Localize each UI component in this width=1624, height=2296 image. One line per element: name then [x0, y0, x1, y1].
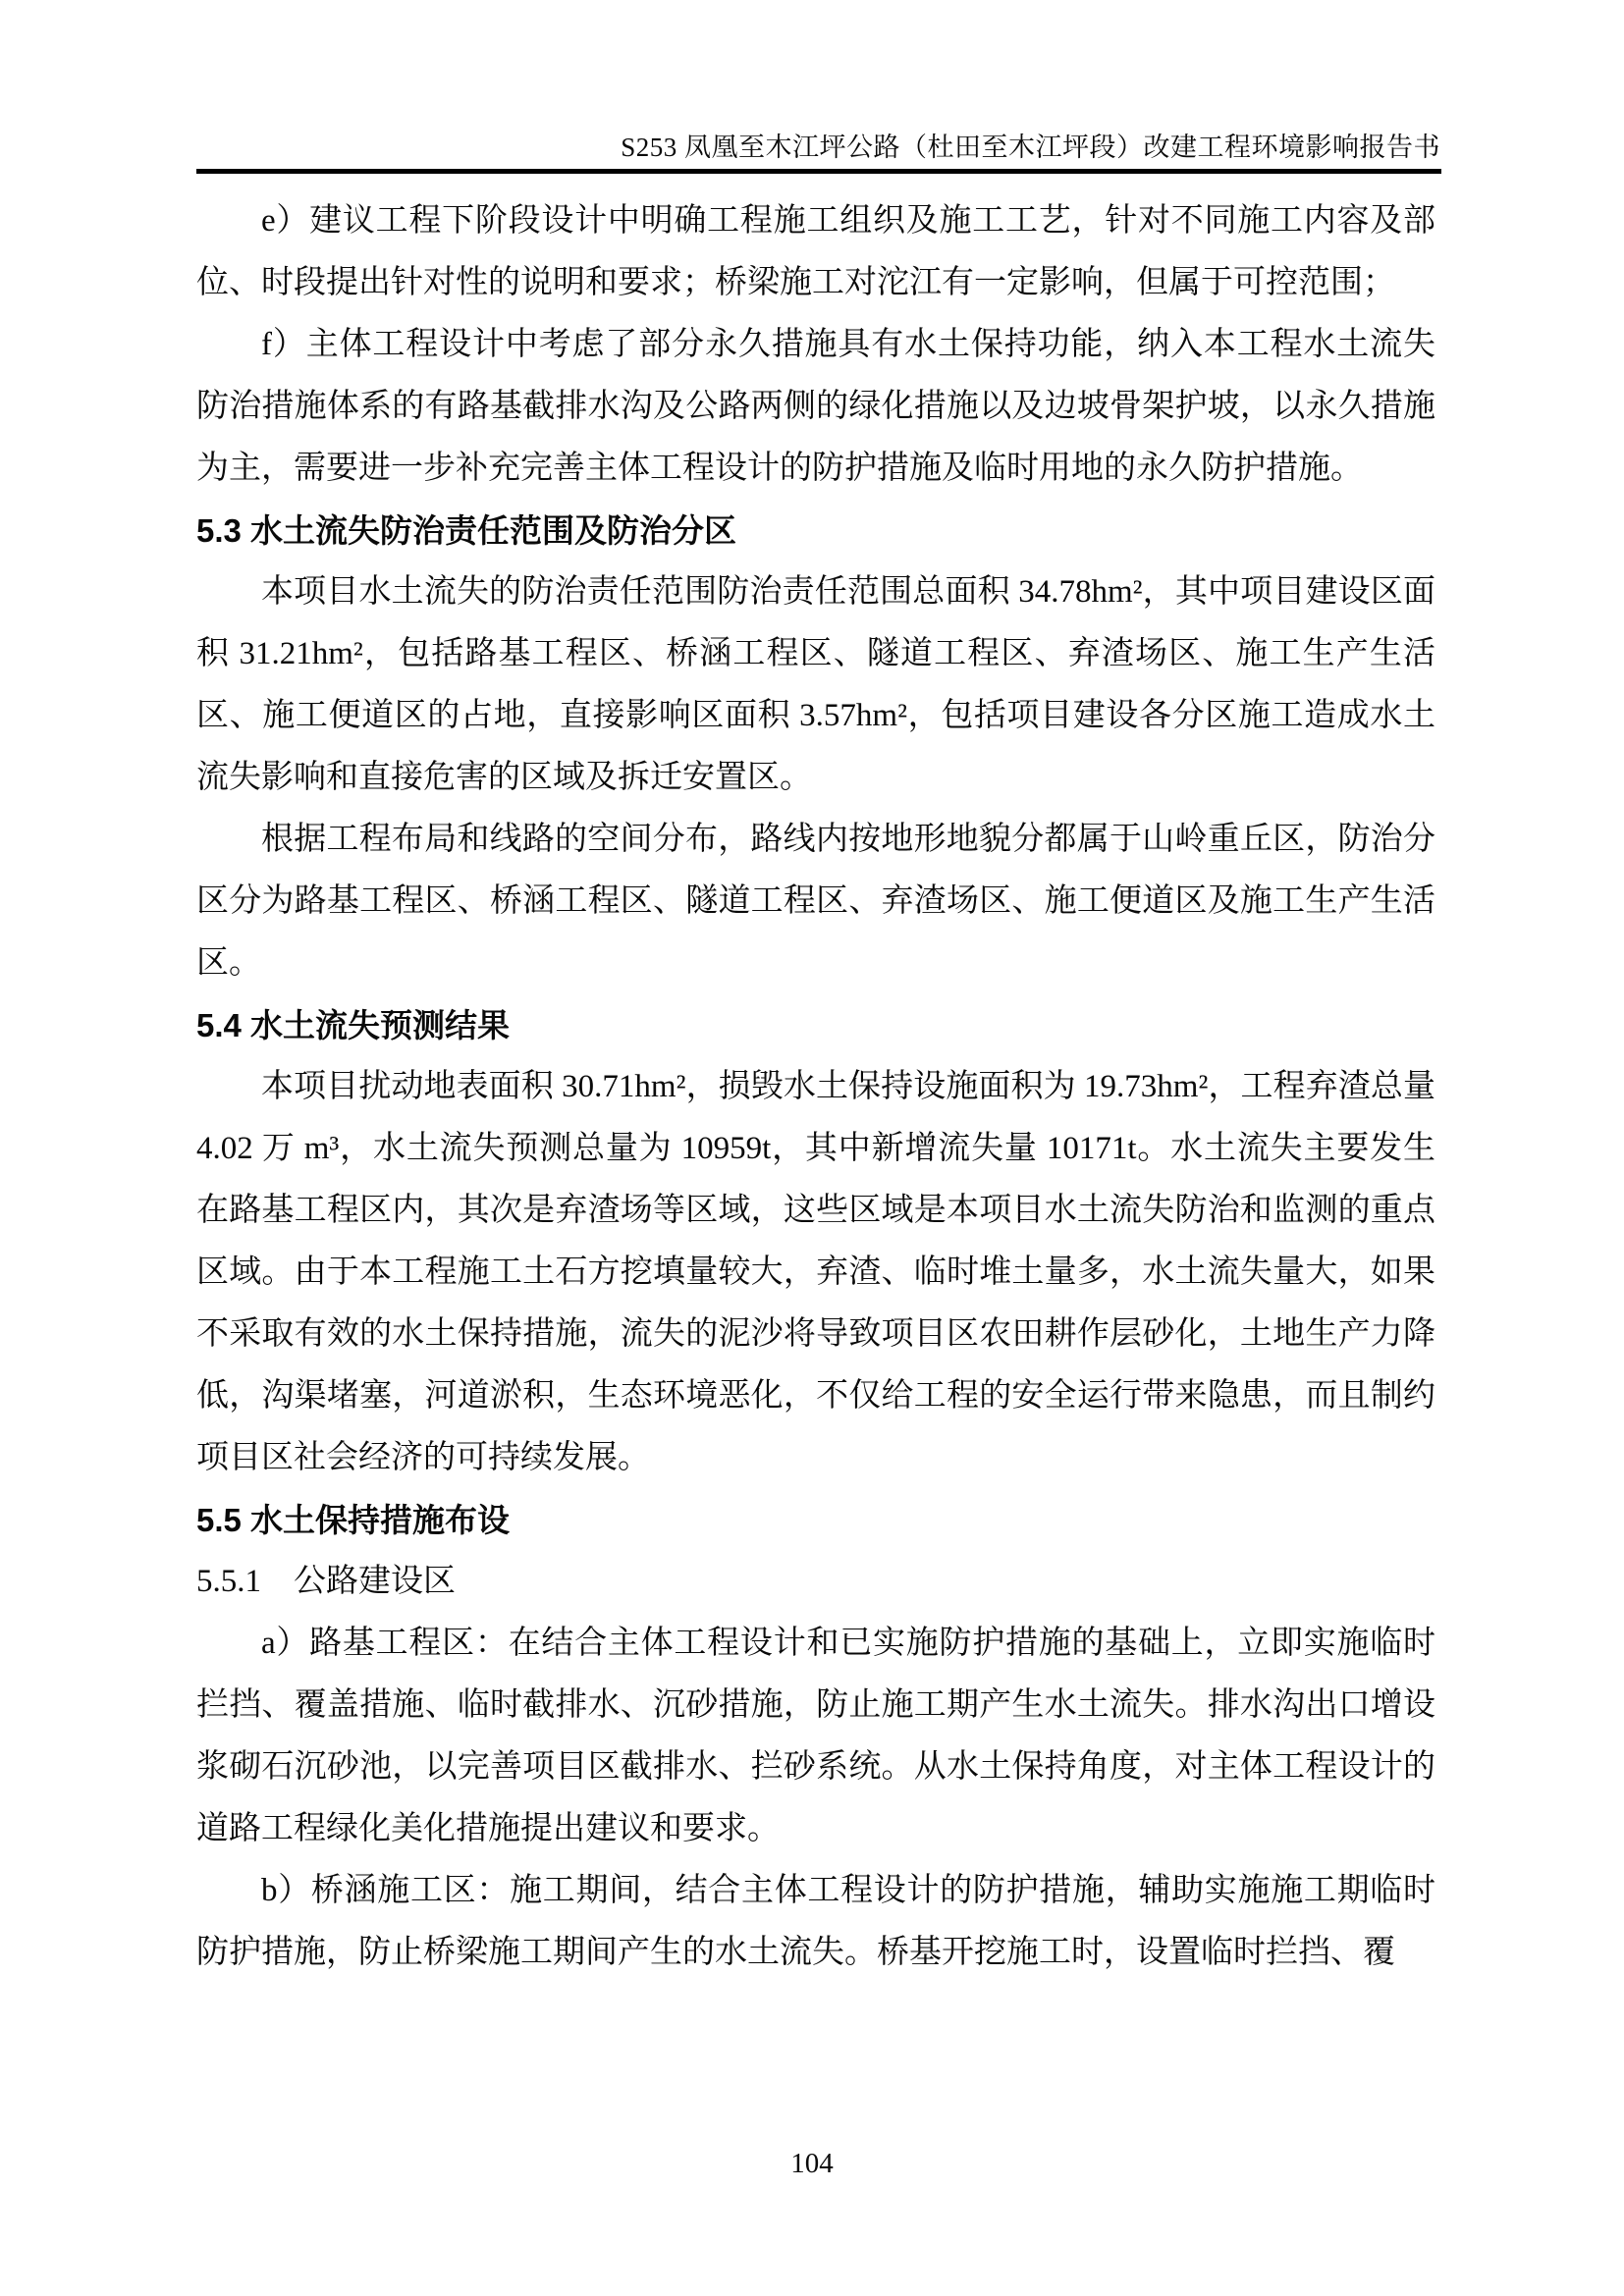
section-heading-5-5: 5.5 水土保持措施布设: [196, 1502, 511, 1538]
paragraph-item-f: f）主体工程设计中考虑了部分永久措施具有水土保持功能，纳入本工程水土流失防治措施体系的有路基截排水沟及公路两侧的绿化措施以及边坡骨架护坡，以永久措施为主，需要进一步补充完善主体工程设计的防护措施及临时用地的永久防护措施。: [196, 327, 1435, 486]
paragraph-responsibility-scope: 本项目水土流失的防治责任范围防治责任范围总面积 34.78hm²，其中项目建设区面积 31.21hm²，包括路基工程区、桥涵工程区、隧道工程区、弃渣场区、施工生产生活区、施工便道区的占地，直接影响区面积 3.57hm²，包括项目建设各分区施工造成水土流失影响和直接危害的区域及拆迁安置区。: [196, 574, 1435, 795]
subsection-heading-5-5-1: 5.5.1 公路建设区: [196, 1564, 456, 1599]
section-heading-5-4: 5.4 水土流失预测结果: [196, 1007, 511, 1043]
paragraph-item-b: b）桥涵施工区：施工期间，结合主体工程设计的防护措施，辅助实施施工期临时防护措施，防止桥梁施工期间产生的水土流失。桥基开挖施工时，设置临时拦挡、覆: [196, 1873, 1435, 1970]
paragraph-item-e: e）建议工程下阶段设计中明确工程施工组织及施工工艺，针对不同施工内容及部位、时段提出针对性的说明和要求；桥梁施工对沱江有一定影响，但属于可控范围；: [196, 203, 1435, 300]
paragraph-prevention-zones: 根据工程布局和线路的空间分布，路线内按地形地貌分都属于山岭重丘区，防治分区分为路基工程区、桥涵工程区、隧道工程区、弃渣场区、施工便道区及施工生产生活区。: [196, 822, 1435, 981]
paragraph-erosion-prediction: 本项目扰动地表面积 30.71hm²，损毁水土保持设施面积为 19.73hm²，工程弃渣总量 4.02 万 m³，水土流失预测总量为 10959t，其中新增流失量 10171t。水土流失主要发生在路基工程区内，其次是弃渣场等区域，这些区域是本项目水土流失防治和监测的重点区域。由于本工程施工土石方挖填量较大，弃渣、临时堆土量多，水土流失量大，如果不采取有效的水土保持措施，流失的泥沙将导致项目区农田耕作层砂化，土地生产力降低，沟渠堵塞，河道淤积，生态环境恶化，不仅给工程的安全运行带来隐患，而且制约项目区社会经济的可持续发展。: [196, 1069, 1435, 1475]
header-title: S253 凤凰至木江坪公路（杜田至木江坪段）改建工程环境影响报告书: [621, 133, 1440, 162]
header-rule: [196, 169, 1441, 174]
section-heading-5-3: 5.3 水土流失防治责任范围及防治分区: [196, 512, 737, 549]
document-body: [196, 190, 1435, 1984]
page-footer: [0, 2146, 1624, 2181]
paragraph-item-a: a）路基工程区：在结合主体工程设计和已实施防护措施的基础上，立即实施临时拦挡、覆盖措施、临时截排水、沉砂措施，防止施工期产生水土流失。排水沟出口增设浆砌石沉砂池，以完善项目区截排水、拦砂系统。从水土保持角度，对主体工程设计的道路工程绿化美化措施提出建议和要求。: [196, 1626, 1435, 1846]
page-number: 104: [790, 2148, 834, 2179]
